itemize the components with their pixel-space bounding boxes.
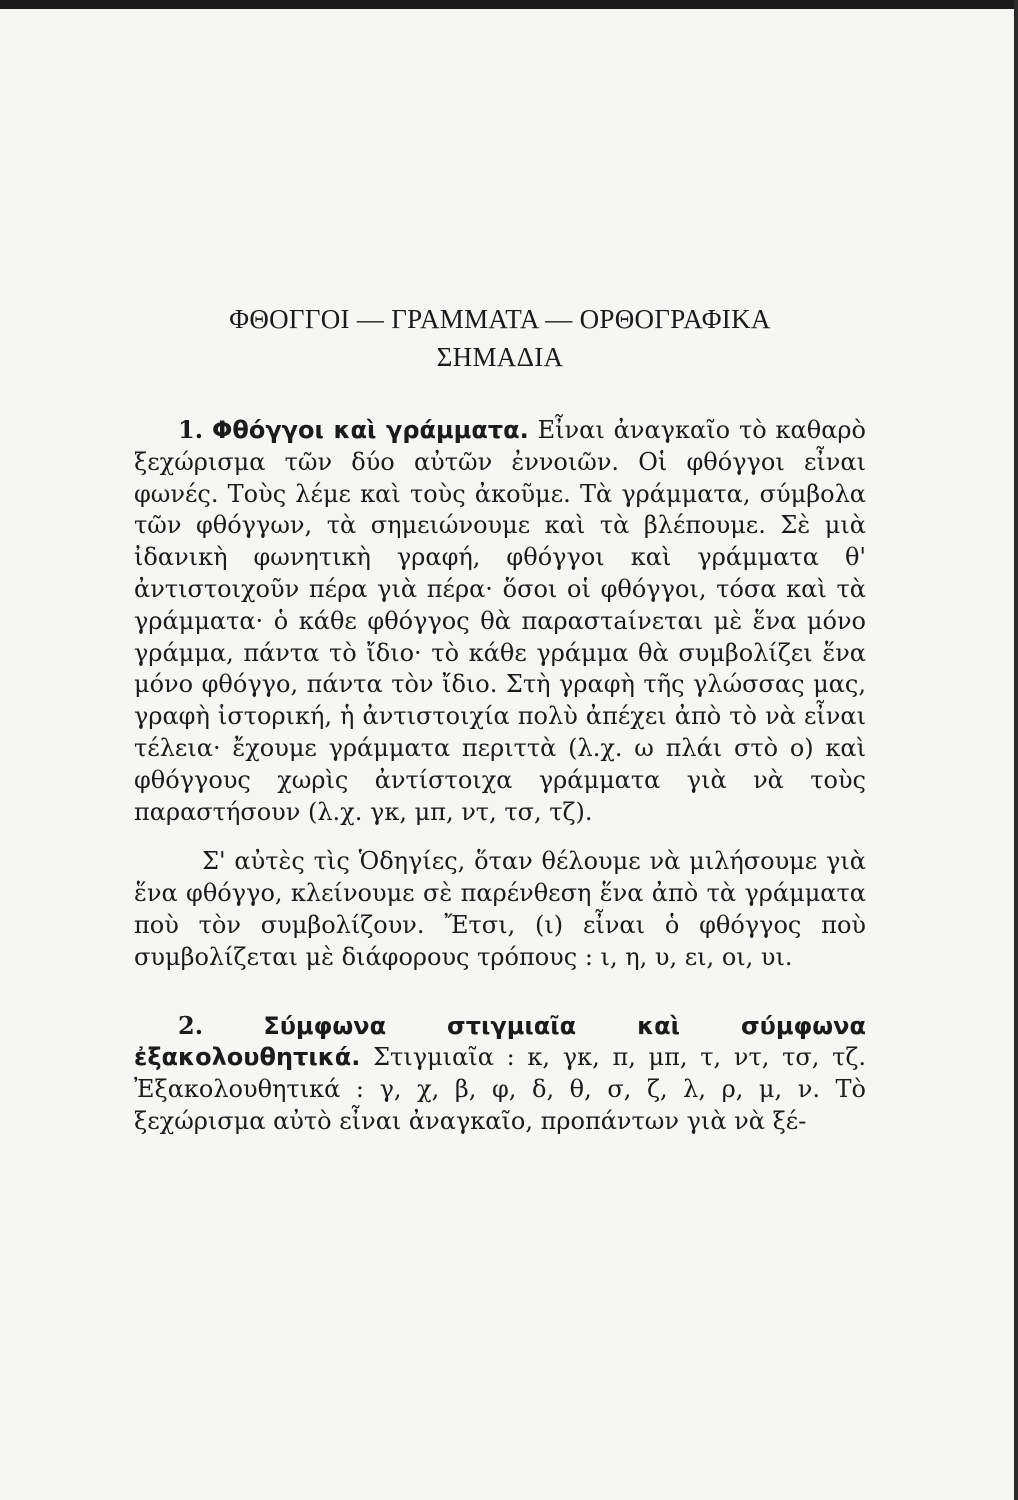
section-1-paragraph [134,414,866,828]
section-2-heading: Σύμφωνα στιγμιαῖα καὶ σύμφωνα ἐξακολουθητικά. [134,1011,866,1072]
chapter-title [134,300,866,376]
scan-top-border [0,0,1018,9]
section-1-heading: Φθόγγοι καὶ γράμματα. [211,416,529,444]
section-2-body: Στιγμιαῖα : κ, γκ, π, μπ, τ, ντ, τσ, τζ. Ἐξακολουθητικά : γ, χ, β, φ, δ, θ, σ, ζ, λ, ρ, μ, ν. Τὸ ξεχώρισμα αὐτὸ εἶναι ἀναγκαῖο, προπάντων γιὰ νὰ ξέ- [134,1043,866,1135]
scan-right-border [1014,0,1018,1500]
section-1-body: Εἶναι ἀναγκαῖο τὸ καθαρὸ ξεχώρισμα τῶν δύο αὐτῶν ἐννοιῶν. Οἱ φθόγγοι εἶναι φωνές. Τοὺς λέμε καὶ τοὺς ἀκοῦμε. Τὰ γράμματα, σύμβολα τῶν φθόγγων, τὰ σημειώνουμε καὶ τὰ βλέπουμε. Σὲ μιὰ ἰδανικὴ φωνητικὴ γραφή, φθόγγοι καὶ γράμματα θ' ἀντιστοιχοῦν πέρα γιὰ πέρα· ὅσοι οἱ φθόγγοι, τόσα καὶ τὰ γράμματα· ὁ κάθε φθόγγος θὰ παραστaίνεται μὲ ἕνα μόνο γράμμα, πάντα τὸ ἴδιο· τὸ κάθε γράμμα θὰ συμβολίζει ἕνα μόνο φθόγγο, πάντα τὸν ἴδιο. Στὴ γραφὴ τῆς γλώσσας μας, γραφὴ ἱστορική, ἡ ἀντιστοιχία πολὺ ἀπέχει ἀπὸ τὸ νὰ εἶναι τέλεια· ἔχουμε γράμματα περιττὰ (λ.χ. ω πλάι στὸ ο) καὶ φθόγγους χωρὶς ἀντίστοιχα γράμματα γιὰ νὰ τοὺς παραστήσουν (λ.χ. γκ, μπ, ντ, τσ, τζ). [134,416,866,826]
chapter-title-line2: ΣΗΜΑΔΙΑ [436,342,564,372]
section-2-number: 2. [178,1010,204,1040]
section-1-paragraph-2: Σ' αὐτὲς τὶς Ὁδηγίες, ὅταν θέλουμε νὰ μιλήσουμε γιὰ ἕνα φθόγγο, κλείνουμε σὲ παρένθεση ἕνα ἀπὸ τὰ γράμματα ποὺ τὸν συμβολίζουν. Ἔτσι, (ι) εἶναι ὁ φθόγγος ποὺ συμβολίζεται μὲ διάφορους τρόπους : ι, η, υ, ει, οι, υι. [134,847,866,971]
section-2-paragraph [134,1010,866,1138]
section-1-number: 1. [178,415,204,444]
page-body [134,300,866,1138]
chapter-title-line1: ΦΘΟΓΓΟΙ — ΓΡΑΜΜΑΤΑ — ΟΡΘΟΓΡΑΦΙΚΑ [229,304,771,334]
